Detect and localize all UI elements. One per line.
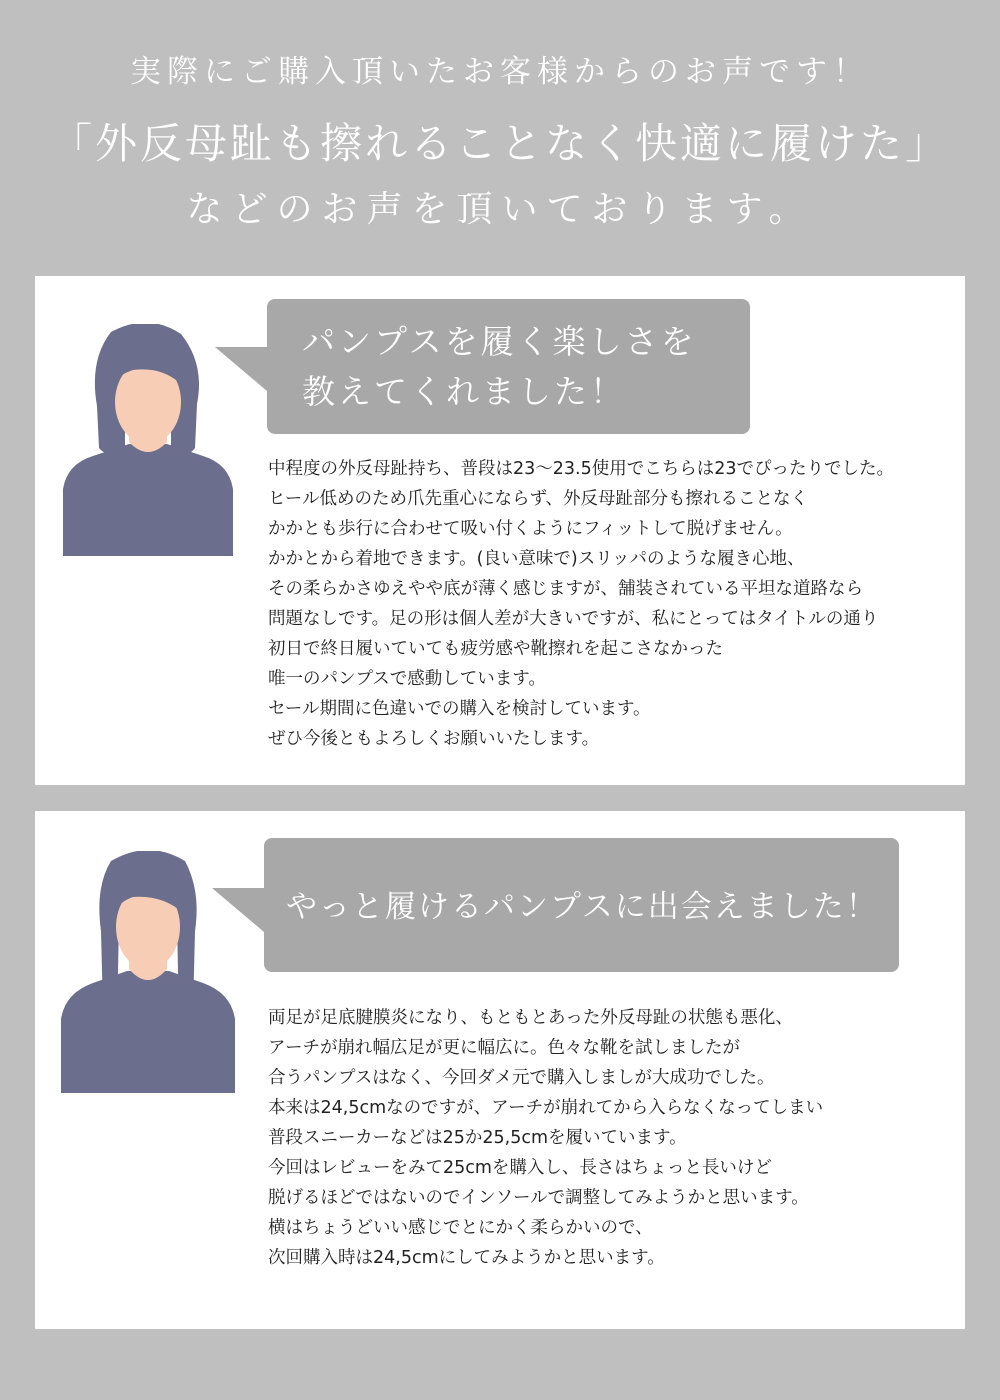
speech-bubble: [264, 838, 899, 972]
testimonial-headline: やっと履けるパンプスに出会えました！: [286, 889, 879, 925]
review-line: 脱げるほどではないのでインソールで調整してみようかと思います。: [268, 1188, 809, 1208]
review-line: ヒール低めのため爪先重心にならず、外反母趾部分も擦れることなく: [268, 489, 809, 509]
review-line: かかとも歩行に合わせて吸い付くようにフィットして脱げません。: [268, 519, 793, 539]
review-line: 両足が足底腱膜炎になり、もともとあった外反母趾の状態も悪化、: [268, 1008, 793, 1028]
review-line: かかとから着地できます。(良い意味で)スリッパのような履き心地、: [268, 549, 805, 569]
review-line: 問題なしです。足の形は個人差が大きいですが、私にとってはタイトルの通り: [268, 609, 879, 629]
review-line: 初日で終日履いていても疲労感や靴擦れを起こさなかった: [268, 639, 723, 659]
review-line: セール期間に色違いでの購入を検討しています。: [268, 699, 651, 719]
review-line: アーチが崩れ幅広足が更に幅広に。色々な靴を試しましたが: [268, 1038, 740, 1058]
testimonial-card-2: [35, 811, 965, 1329]
header: [0, 0, 1000, 270]
speech-bubble: [267, 299, 750, 434]
woman-short-hair-avatar-icon: [63, 324, 233, 556]
review-line: ぜひ今後ともよろしくお願いいたします。: [268, 729, 600, 749]
review-line: 普段スニーカーなどは25か25,5cmを履いています。: [268, 1128, 687, 1148]
headline-quote: 「外反母趾も擦れることなく快適に履けた」: [49, 119, 950, 168]
testimonial-card-1: [35, 276, 965, 785]
review-line: 横はちょうどいい感じでとにかく柔らかいので、: [268, 1218, 653, 1238]
review-text: [268, 1003, 823, 1273]
review-line: 唯一のパンプスで感動しています。: [268, 669, 546, 689]
review-line: 本来は24,5cmなのですが、アーチが崩れてから入らなくなってしまい: [268, 1098, 824, 1118]
intro-subtext: などのお声を頂いております。: [186, 189, 814, 230]
woman-long-hair-avatar-icon: [61, 851, 235, 1093]
review-line: 合うパンプスはなく、今回ダメ元で購入しましが大成功でした。: [268, 1068, 775, 1088]
review-line: 今回はレビューをみて25cmを購入し、長さはちょっと長いけど: [268, 1158, 772, 1178]
review-text: [268, 454, 894, 754]
intro-text: 実際にご購入頂いたお客様からのお声です！: [130, 54, 870, 90]
review-line: 中程度の外反母趾持ち、普段は23〜23.5使用でこちらは23でぴったりでした。: [268, 459, 894, 479]
review-line: その柔らかさゆえやや底が薄く感じますが、舗装されている平坦な道路なら: [268, 579, 863, 599]
review-line: 次回購入時は24,5cmにしてみようかと思います。: [268, 1248, 665, 1268]
testimonial-headline: パンプスを履く楽しさを 教えてくれました！: [302, 322, 697, 411]
